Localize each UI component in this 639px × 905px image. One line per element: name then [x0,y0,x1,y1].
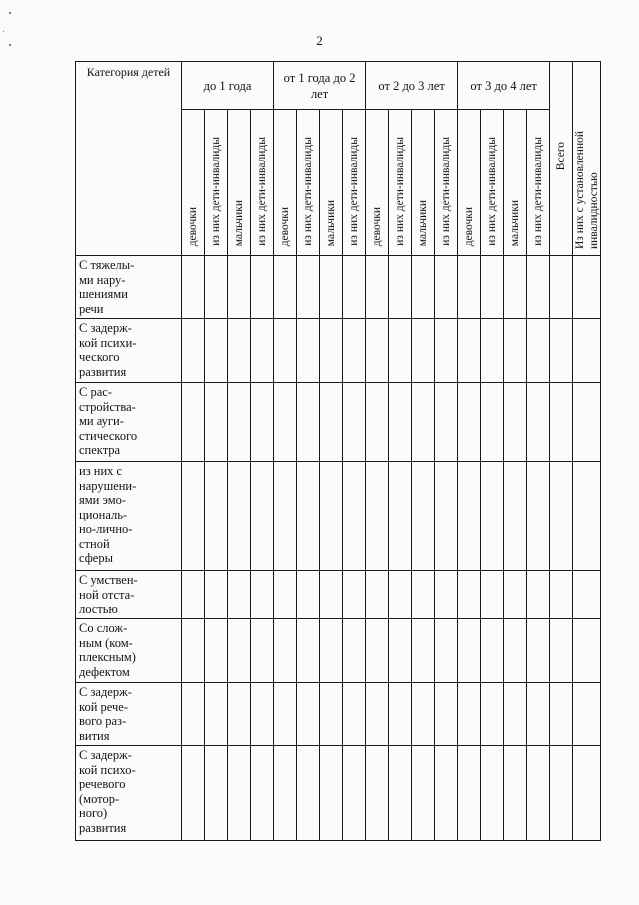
data-cell[interactable] [458,571,481,619]
data-cell[interactable] [389,683,412,746]
data-cell[interactable] [297,746,320,841]
data-cell[interactable] [228,319,251,383]
row-label: из них с нарушени- ями эмо- циональ- но-лично- стной сферы [76,462,182,571]
total-header: Всего [550,62,573,256]
data-cell[interactable] [550,746,573,841]
row-label: Со слож- ным (ком- плексным) дефектом [76,619,182,683]
sub-column-header: из них дети-инвалиды [435,110,458,256]
sub-column-header: мальчики [228,110,251,256]
data-cell[interactable] [481,319,504,383]
data-cell[interactable] [274,383,297,462]
data-cell[interactable] [573,319,601,383]
data-cell[interactable] [458,383,481,462]
data-cell[interactable] [343,256,366,319]
data-cell[interactable] [320,571,343,619]
sub-column-header: девочки [182,110,205,256]
data-cell[interactable] [274,746,297,841]
data-cell[interactable] [389,383,412,462]
data-cell[interactable] [228,571,251,619]
data-cell[interactable] [412,383,435,462]
data-cell[interactable] [205,462,228,571]
data-cell[interactable] [228,462,251,571]
data-cell[interactable] [550,319,573,383]
data-cell[interactable] [297,383,320,462]
data-cell[interactable] [481,256,504,319]
data-cell[interactable] [297,619,320,683]
table-row [76,319,601,383]
sub-column-header: из них дети-инвалиды [481,110,504,256]
data-cell[interactable] [573,571,601,619]
data-cell[interactable] [366,746,389,841]
data-cell[interactable] [527,619,550,683]
row-label: С тяжелы- ми нару- шениями речи [76,256,182,319]
data-cell[interactable] [228,256,251,319]
sub-column-header: из них дети-инвалиды [389,110,412,256]
data-cell[interactable] [366,683,389,746]
data-cell[interactable] [504,683,527,746]
data-cell[interactable] [297,462,320,571]
data-cell[interactable] [435,383,458,462]
data-cell[interactable] [481,571,504,619]
data-cell[interactable] [389,746,412,841]
data-cell[interactable] [389,571,412,619]
data-cell[interactable] [435,571,458,619]
table-row [76,256,601,319]
data-cell[interactable] [550,462,573,571]
sub-column-header: из них дети-инвалиды [343,110,366,256]
data-cell[interactable] [412,256,435,319]
data-cell[interactable] [182,462,205,571]
data-cell[interactable] [297,683,320,746]
data-cell[interactable] [228,683,251,746]
scan-speck [9,12,11,14]
table-row [76,683,601,746]
data-cell[interactable] [251,619,274,683]
data-cell[interactable] [389,619,412,683]
sub-column-header: из них дети-инвалиды [297,110,320,256]
data-cell[interactable] [527,256,550,319]
data-cell[interactable] [251,319,274,383]
data-cell[interactable] [573,746,601,841]
data-cell[interactable] [504,619,527,683]
data-cell[interactable] [527,319,550,383]
data-cell[interactable] [320,683,343,746]
data-cell[interactable] [389,256,412,319]
data-cell[interactable] [458,256,481,319]
data-cell[interactable] [481,383,504,462]
data-cell[interactable] [182,383,205,462]
data-cell[interactable] [481,619,504,683]
sub-column-header: из них дети-инвалиды [205,110,228,256]
data-cell[interactable] [504,256,527,319]
row-label: С рас- стройства- ми ауги- стического спектра [76,383,182,462]
data-cell[interactable] [527,746,550,841]
data-cell[interactable] [320,619,343,683]
data-cell[interactable] [205,319,228,383]
data-cell[interactable] [274,319,297,383]
data-cell[interactable] [205,683,228,746]
statistics-table [75,61,601,841]
sub-column-header: мальчики [320,110,343,256]
data-cell[interactable] [412,319,435,383]
data-cell[interactable] [412,571,435,619]
data-cell[interactable] [343,462,366,571]
data-cell[interactable] [205,383,228,462]
table-row [76,462,601,571]
table-row [76,619,601,683]
data-cell[interactable] [182,619,205,683]
data-cell[interactable] [527,462,550,571]
age-group-header: до 1 года [182,62,274,110]
row-label: С задерж- кой психи- ческого развития [76,319,182,383]
category-header: Категория детей [76,62,182,256]
data-cell[interactable] [274,683,297,746]
data-cell[interactable] [251,383,274,462]
age-group-header: от 2 до 3 лет [366,62,458,110]
data-cell[interactable] [228,746,251,841]
data-cell[interactable] [320,462,343,571]
data-cell[interactable] [435,683,458,746]
data-cell[interactable] [366,619,389,683]
data-cell[interactable] [481,462,504,571]
data-cell[interactable] [297,319,320,383]
data-cell[interactable] [481,746,504,841]
data-cell[interactable] [504,383,527,462]
data-cell[interactable] [343,683,366,746]
table-row [76,383,601,462]
data-cell[interactable] [550,383,573,462]
table-body [76,256,601,841]
data-cell[interactable] [412,462,435,571]
data-cell[interactable] [412,619,435,683]
sub-column-header: мальчики [504,110,527,256]
data-cell[interactable] [435,746,458,841]
data-cell[interactable] [343,319,366,383]
data-cell[interactable] [458,683,481,746]
sub-column-header: девочки [458,110,481,256]
data-cell[interactable] [366,571,389,619]
data-cell[interactable] [182,571,205,619]
sub-column-header: девочки [366,110,389,256]
table-row [76,746,601,841]
data-cell[interactable] [573,683,601,746]
data-cell[interactable] [550,256,573,319]
data-cell[interactable] [320,319,343,383]
data-cell[interactable] [320,256,343,319]
data-cell[interactable] [343,383,366,462]
table-row [76,571,601,619]
data-cell[interactable] [205,746,228,841]
data-cell[interactable] [481,683,504,746]
data-cell[interactable] [182,746,205,841]
data-cell[interactable] [389,319,412,383]
header-row-groups [76,62,601,110]
data-cell[interactable] [274,619,297,683]
data-cell[interactable] [435,256,458,319]
data-cell[interactable] [343,571,366,619]
data-cell[interactable] [182,256,205,319]
data-cell[interactable] [366,383,389,462]
page-number: 2 [316,33,323,48]
data-cell[interactable] [297,571,320,619]
data-cell[interactable] [182,683,205,746]
data-cell[interactable] [297,256,320,319]
data-cell[interactable] [343,619,366,683]
sub-column-header: из них дети-инвалиды [527,110,550,256]
data-cell[interactable] [228,383,251,462]
data-cell[interactable] [504,462,527,571]
data-cell[interactable] [458,619,481,683]
scan-speck [9,44,11,46]
data-cell[interactable] [550,619,573,683]
data-cell[interactable] [366,256,389,319]
data-cell[interactable] [527,683,550,746]
data-cell[interactable] [205,256,228,319]
data-cell[interactable] [251,746,274,841]
data-cell[interactable] [573,383,601,462]
row-label: С задерж- кой психо- речевого (мотор- ного) развития [76,746,182,841]
data-cell[interactable] [274,571,297,619]
data-cell[interactable] [458,746,481,841]
sub-column-header: девочки [274,110,297,256]
data-cell[interactable] [504,319,527,383]
data-cell[interactable] [228,619,251,683]
data-cell[interactable] [251,571,274,619]
data-cell[interactable] [366,319,389,383]
data-cell[interactable] [504,571,527,619]
disabled-header: Из них с установленной инвалидностью [573,62,601,256]
age-group-header: от 3 до 4 лет [458,62,550,110]
data-cell[interactable] [458,462,481,571]
data-cell[interactable] [458,319,481,383]
sub-column-header: из них дети-инвалиды [251,110,274,256]
data-cell[interactable] [573,619,601,683]
row-label: С задерж- кой рече- вого раз- вития [76,683,182,746]
data-cell[interactable] [573,256,601,319]
data-cell[interactable] [573,462,601,571]
data-cell[interactable] [251,683,274,746]
data-cell[interactable] [389,462,412,571]
data-cell[interactable] [320,746,343,841]
scan-speck [3,31,4,32]
data-cell[interactable] [435,462,458,571]
data-cell[interactable] [550,683,573,746]
data-cell[interactable] [205,571,228,619]
data-cell[interactable] [412,683,435,746]
data-cell[interactable] [251,256,274,319]
data-cell[interactable] [550,571,573,619]
data-cell[interactable] [412,746,435,841]
data-cell[interactable] [435,619,458,683]
data-cell[interactable] [205,619,228,683]
data-cell[interactable] [274,256,297,319]
sub-column-header: мальчики [412,110,435,256]
data-cell[interactable] [435,319,458,383]
data-cell[interactable] [527,571,550,619]
data-cell[interactable] [343,746,366,841]
data-cell[interactable] [182,319,205,383]
row-label: С умствен- ной отста- лостью [76,571,182,619]
data-cell[interactable] [251,462,274,571]
data-cell[interactable] [504,746,527,841]
data-cell[interactable] [320,383,343,462]
data-cell[interactable] [527,383,550,462]
age-group-header: от 1 года до 2 лет [274,62,366,110]
data-cell[interactable] [274,462,297,571]
data-cell[interactable] [366,462,389,571]
